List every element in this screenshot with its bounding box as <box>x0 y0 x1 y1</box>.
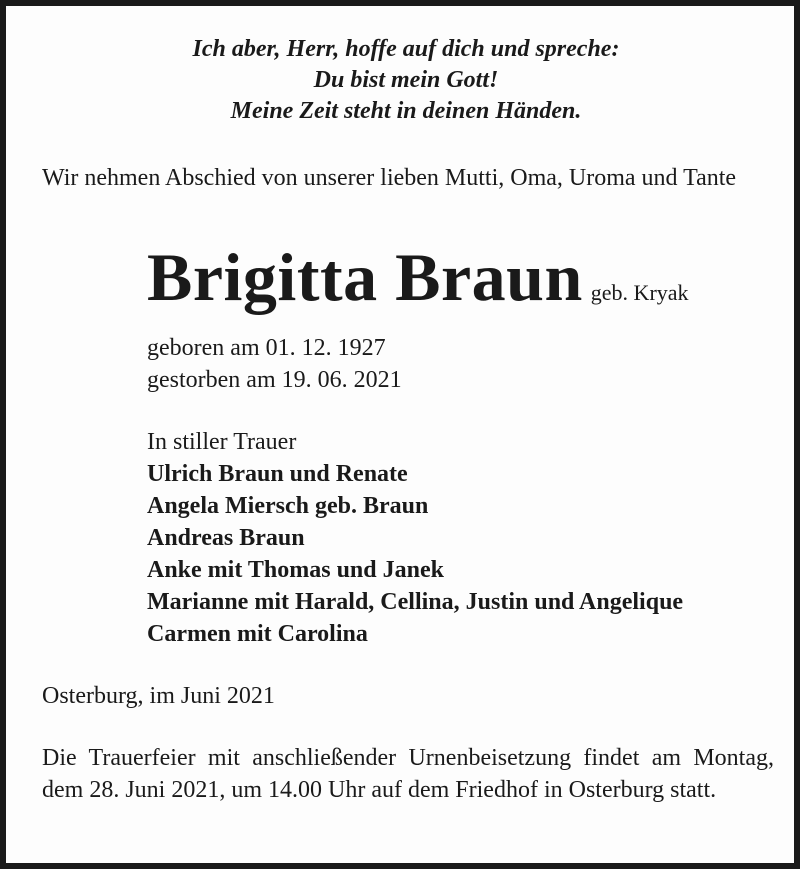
verse-line: Ich aber, Herr, hoffe auf dich und spreche: <box>192 36 620 62</box>
mourner-name: Anke mit Thomas und Janek <box>147 557 444 583</box>
mourner-name: Ulrich Braun und Renate <box>147 461 408 487</box>
deceased-name: Brigitta Braun <box>147 239 583 315</box>
deceased-name-row <box>147 238 689 316</box>
mourner-name: Carmen mit Carolina <box>147 621 368 647</box>
verse-line: Meine Zeit steht in deinen Händen. <box>230 98 582 124</box>
life-dates <box>147 332 402 396</box>
place-and-date: Osterburg, im Juni 2021 <box>42 683 275 709</box>
farewell-intro: Wir nehmen Abschied von unserer lieben Mutti, Oma, Uroma und Tante <box>42 165 737 191</box>
funeral-ceremony-info: Die Trauerfeier mit anschließender Urnenbeisetzung findet am Montag, dem 28. Juni 2021, um 14.00 Uhr auf dem Friedhof in Osterburg statt. <box>42 745 774 803</box>
maiden-name: geb. Kryak <box>590 280 689 305</box>
verse-line: Du bist mein Gott! <box>313 67 499 93</box>
birth-date: geboren am 01. 12. 1927 <box>147 335 386 361</box>
death-date: gestorben am 19. 06. 2021 <box>147 367 402 393</box>
mourners-block <box>147 426 683 650</box>
mourner-name: Marianne mit Harald, Cellina, Justin und Angelique <box>147 589 684 615</box>
mourning-heading: In stiller Trauer <box>147 429 297 455</box>
mourner-name: Andreas Braun <box>147 525 305 551</box>
bible-verse <box>6 34 800 127</box>
mourner-name: Angela Miersch geb. Braun <box>147 493 429 519</box>
